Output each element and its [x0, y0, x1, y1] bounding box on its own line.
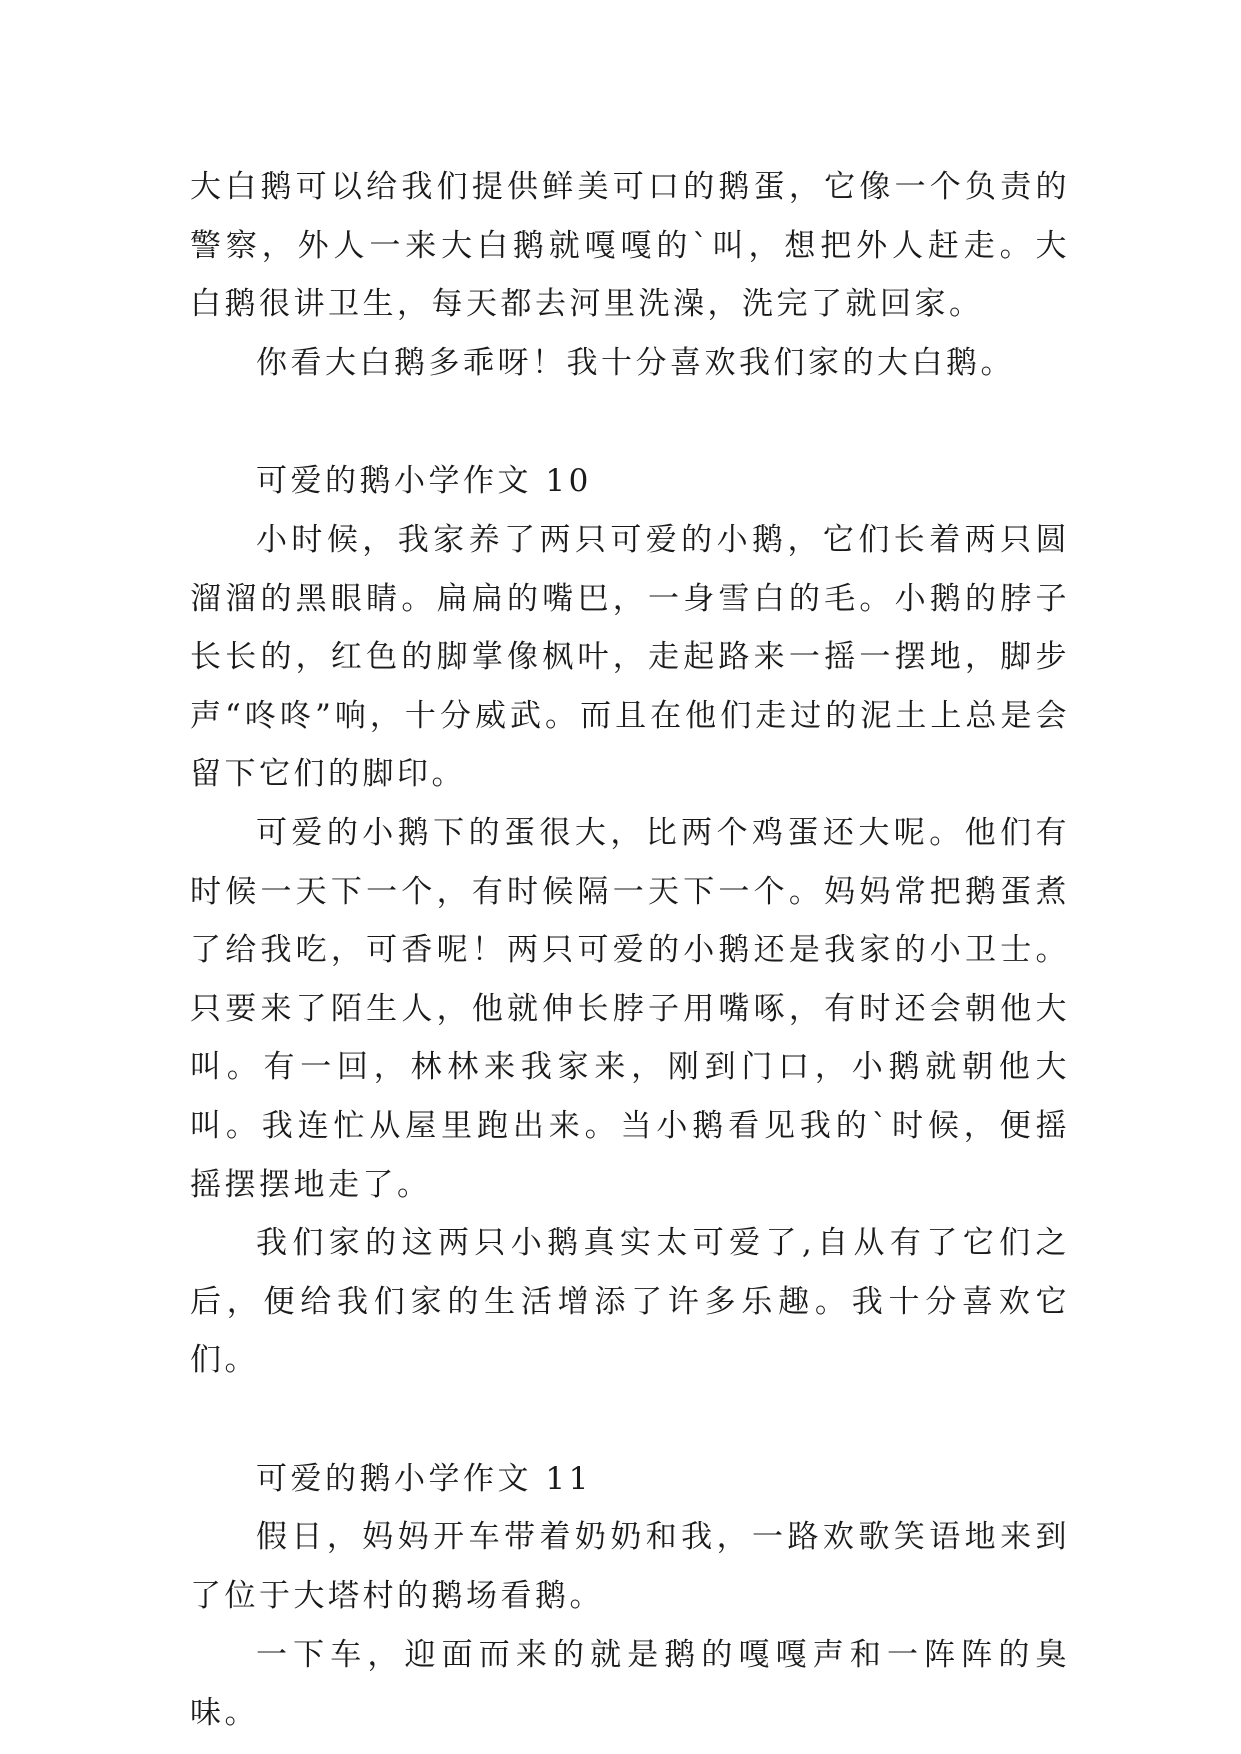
- paragraph-holiday-trip: 假日，妈妈开车带着奶奶和我，一路欢歌笑语地来到了位于大塔村的鹅场看鹅。: [190, 1519, 1070, 1615]
- paragraph-childhood-geese: 小时候，我家养了两只可爱的小鹅，它们长着两只圆溜溜的黑眼睛。扁扁的嘴巴，一身雪白的毛。小鹅的脖子长长的，红色的脚掌像枫叶，走起路来一摇一摆地，脚步声“咚咚”响，十分威武。而且在他们走过的泥土上总是会留下它们的脚印。: [190, 521, 1070, 793]
- section-gap: [190, 392, 1070, 452]
- paragraph-geese-eggs-guard: 可爱的小鹅下的蛋很大，比两个鸡蛋还大呢。他们有时候一天下一个，有时候隔一天下一个。妈妈常把鹅蛋煮了给我吃，可香呢！两只可爱的小鹅还是我家的小卫士。只要来了陌生人，他就伸长脖子用嘴啄，有时还会朝他大叫。有一回，林林来我家来，刚到门口，小鹅就朝他大叫。我连忙从屋里跑出来。当小鹅看见我的`时候，便摇摇摆摆地走了。: [190, 814, 1070, 1203]
- section-gap: [190, 1390, 1070, 1450]
- essay-body: [190, 158, 1070, 1743]
- section-title-10: 可爱的鹅小学作文 10: [256, 463, 592, 500]
- paragraph-goose-eggs: 大白鹅可以给我们提供鲜美可口的鹅蛋，它像一个负责的警察，外人一来大白鹅就嘎嘎的`叫，想把外人赶走。大白鹅很讲卫生，每天都去河里洗澡，洗完了就回家。: [190, 169, 1070, 323]
- paragraph-geese-joy: 我们家的这两只小鹅真实太可爱了,自从有了它们之后，便给我们家的生活增添了许多乐趣。我十分喜欢它们。: [190, 1225, 1070, 1379]
- paragraph-goose-conclusion: 你看大白鹅多乖呀！我十分喜欢我们家的大白鹅。: [256, 344, 1015, 381]
- paragraph-arrival: 一下车，迎面而来的就是鹅的嘎嘎声和一阵阵的臭味。: [190, 1636, 1070, 1732]
- section-title-11: 可爱的鹅小学作文 11: [256, 1460, 592, 1497]
